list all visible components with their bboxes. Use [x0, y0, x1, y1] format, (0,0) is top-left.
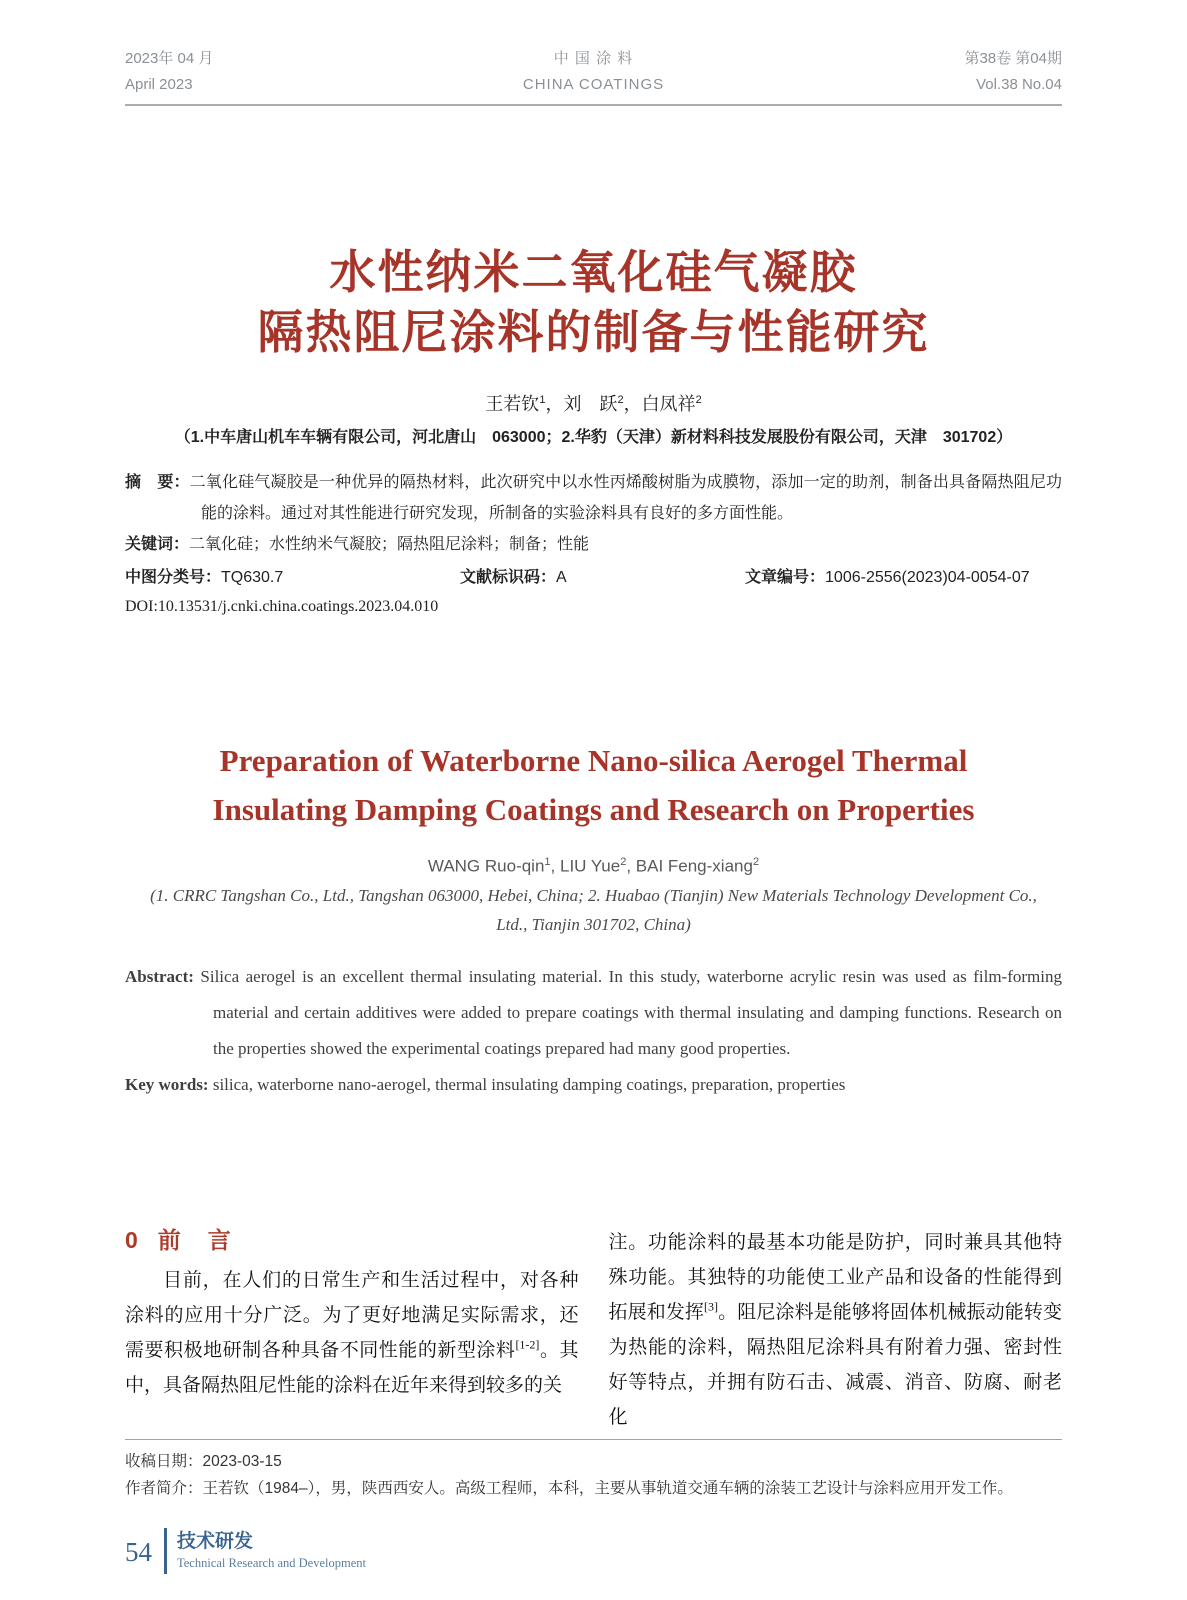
keywords-cn-text: 二氧化硅；水性纳米气凝胶；隔热阻尼涂料；制备；性能 — [189, 536, 590, 553]
abstract-en-text: Silica aerogel is an excellent thermal insulating material. In this study, waterborne acrylic resin was used as film-forming material and certain additives were added to prepare coatings with thermal insulating and damping functions. Research on the properties showed the experimental coatings prepared had many good properties. — [193, 966, 1062, 1058]
doc-code-label: 文献标识码： — [460, 569, 557, 586]
keywords-en-label: Key words: — [125, 1074, 209, 1094]
clc-value: TQ630.7 — [221, 569, 284, 586]
paper-title-cn-line1: 水性纳米二氧化硅气凝胶 — [329, 246, 858, 298]
clc-label: 中图分类号： — [125, 569, 222, 586]
keywords-en-text: silica, waterborne nano-aerogel, thermal insulating damping coatings, preparation, properties — [208, 1074, 846, 1094]
keywords-cn — [125, 529, 1062, 560]
journal-name-en: CHINA COATINGS — [522, 76, 665, 93]
author-bio — [125, 1475, 1062, 1502]
body-column-left — [125, 1225, 579, 1435]
clc-number — [125, 564, 460, 592]
journal-issue — [762, 46, 1062, 98]
footer-column-cn: 技术研发 — [177, 1530, 254, 1552]
authors-en: WANG Ruo-qin$^1$, LIU Yue$^2$, BAI Feng-xiang$^2$ — [427, 856, 760, 876]
abstract-en-label: Abstract: — [125, 966, 194, 986]
journal-header — [125, 46, 1062, 106]
section-title: 前 言 — [157, 1226, 233, 1253]
journal-date-en: April 2023 — [125, 76, 193, 93]
page-footer — [125, 1528, 1062, 1574]
abstract-cn — [125, 467, 1062, 529]
section-heading — [125, 1225, 579, 1255]
journal-date-cn: 2023年 04 月 — [125, 50, 214, 67]
article-id-value: 1006-2556(2023)04-0054-07 — [825, 569, 1030, 586]
paper-title-en-line1: Preparation of Waterborne Nano-silica Aerogel Thermal — [219, 743, 968, 778]
keywords-cn-label: 关键词： — [125, 536, 190, 553]
footer-column-info — [177, 1530, 366, 1572]
author-bio-label: 作者简介： — [125, 1479, 203, 1497]
page-number: 54 — [125, 1536, 152, 1567]
received-date-label: 收稿日期： — [125, 1452, 203, 1470]
body-columns — [125, 1225, 1062, 1435]
article-id — [745, 564, 1062, 592]
affiliation-cn: （1.中车唐山机车车辆有限公司，河北唐山 063000；2.华豹（天津）新材料科技发展股份有限公司，天津 301702） — [174, 429, 1013, 446]
affiliation-en — [125, 881, 1062, 939]
abstract-en-block — [125, 959, 1062, 1103]
paper-title-en-line2: Insulating Damping Coatings and Research on Properties — [212, 792, 975, 827]
paper-title-en — [125, 736, 1062, 834]
document-code — [460, 564, 745, 592]
abstract-en — [125, 959, 1062, 1067]
section-number: 0 — [125, 1226, 140, 1253]
journal-name — [425, 46, 762, 98]
footnote-block — [125, 1439, 1062, 1502]
affiliation-en-line1: (1. CRRC Tangshan Co., Ltd., Tangshan 063000, Hebei, China; 2. Huabao (Tianjin) New Materials Technology Development Co., — [150, 885, 1037, 905]
abstract-cn-block — [125, 467, 1062, 560]
doi: DOI:10.13531/j.cnki.china.coatings.2023.04.010 — [125, 598, 439, 615]
doc-code-value: A — [556, 569, 567, 586]
paper-title-cn — [125, 242, 1062, 362]
paper-title-cn-line2: 隔热阻尼涂料的制备与性能研究 — [257, 306, 930, 358]
authors-cn: 王若钦$^1$，刘 跃$^2$，白凤祥$^2$ — [485, 394, 702, 414]
classification-row — [125, 564, 1062, 592]
journal-name-cn: 中 国 涂 料 — [553, 50, 634, 67]
received-date — [125, 1448, 1062, 1475]
abstract-cn-text: 二氧化硅气凝胶是一种优异的隔热材料，此次研究中以水性丙烯酸树脂为成膜物，添加一定的助剂，制备出具备隔热阻尼功能的涂料。通过对其性能进行研究发现，所制备的实验涂料具有良好的多方面性能。 — [189, 474, 1062, 522]
received-date-value: 2023-03-15 — [202, 1452, 282, 1470]
journal-issue-en: Vol.38 No.04 — [976, 76, 1062, 93]
affiliation-en-line2: Ltd., Tianjin 301702, China) — [496, 914, 691, 934]
article-id-label: 文章编号： — [745, 569, 826, 586]
abstract-cn-label: 摘 要： — [125, 474, 190, 491]
keywords-en — [125, 1067, 1062, 1103]
journal-date — [125, 46, 425, 98]
body-paragraph-right: 注。功能涂料的最基本功能是防护，同时兼具其他特殊功能。其独特的功能使工业产品和设备的性能得到拓展和发挥[3]。阻尼涂料是能够将固体机械振动能转变为热能的涂料，隔热阻尼涂料具有附着力强、密封性好等特点，并拥有防石击、减震、消音、防腐、耐老化 — [608, 1231, 1062, 1428]
body-column-right — [609, 1225, 1063, 1435]
footer-column-en: Technical Research and Development — [177, 1555, 366, 1570]
journal-issue-cn: 第38卷 第04期 — [964, 50, 1062, 67]
body-paragraph-left: 目前，在人们的日常生产和生活过程中，对各种涂料的应用十分广泛。为了更好地满足实际需求，还需要积极地研制各种具备不同性能的新型涂料[1-2]。其中，具备隔热阻尼性能的涂料在近年来得到较多的关 — [125, 1269, 579, 1396]
footer-divider — [164, 1528, 167, 1574]
author-bio-text: 王若钦（1984–），男，陕西西安人。高级工程师，本科，主要从事轨道交通车辆的涂装工艺设计与涂料应用开发工作。 — [202, 1479, 1013, 1497]
